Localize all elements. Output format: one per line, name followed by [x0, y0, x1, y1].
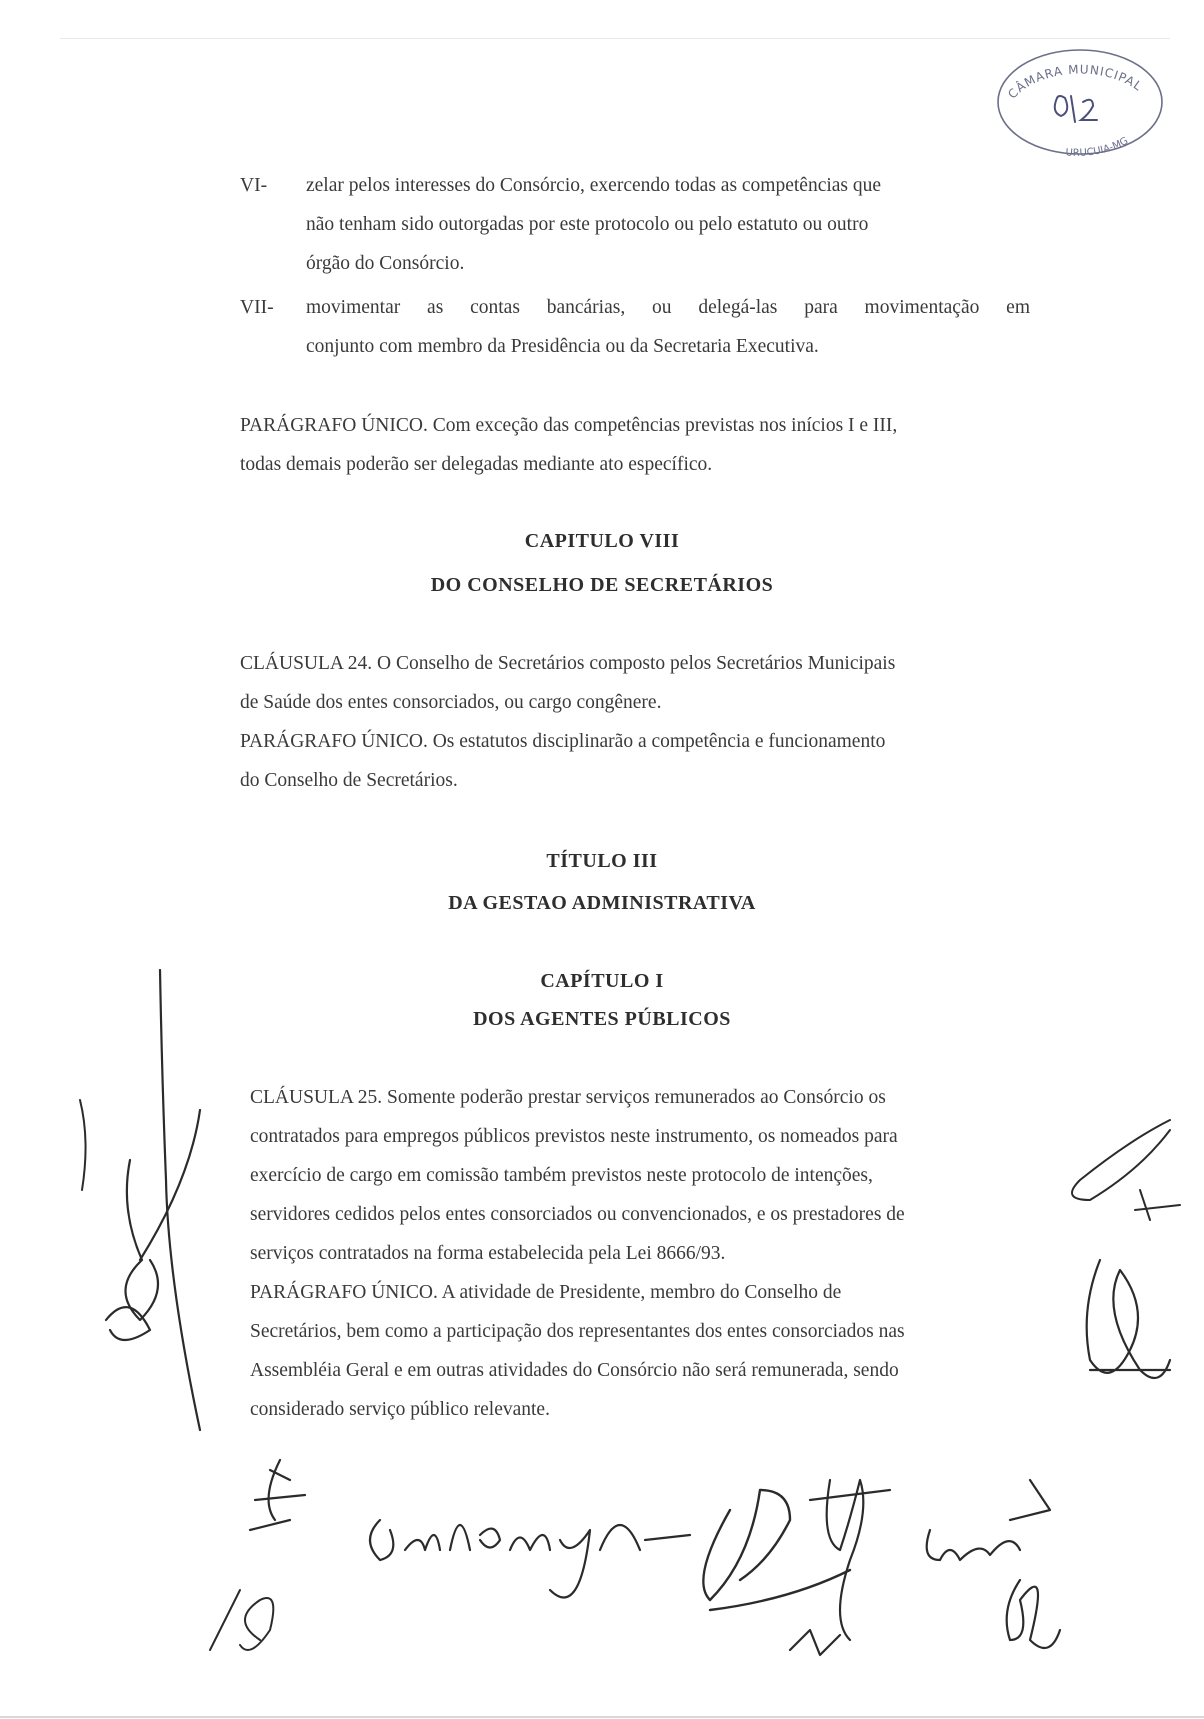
scan-artifact-top — [60, 38, 1170, 39]
svg-text:CÂMARA MUNICIPAL: CÂMARA MUNICIPAL — [1005, 62, 1146, 102]
text-line: PARÁGRAFO ÚNICO. Com exceção das competências previstas nos inícios I e III, — [240, 415, 898, 436]
text-line: conjunto com membro da Presidência ou da Secretaria Executiva. — [306, 336, 819, 357]
text-line: Secretários, bem como a participação dos representantes dos entes consorciados nas — [250, 1321, 905, 1342]
signatures-bottom — [150, 1440, 1190, 1690]
item-vi — [240, 166, 1030, 283]
text-line: PARÁGRAFO ÚNICO. A atividade de Presidente, membro do Conselho de — [250, 1282, 842, 1303]
text-line: de Saúde dos entes consorciados, ou cargo congênere. — [240, 692, 662, 713]
chapter-heading: CAPITULO VIII — [524, 530, 680, 552]
chapter-heading: CAPÍTULO I — [540, 970, 664, 992]
text-line: considerado serviço público relevante. — [250, 1399, 550, 1420]
svg-text:URUCUIA-MG: URUCUIA-MG — [1065, 135, 1131, 159]
item-number: VI- — [240, 175, 268, 196]
paragrafo-unico-competencias — [240, 406, 1030, 484]
title-heading: TÍTULO III — [546, 850, 658, 872]
text-line: CLÁUSULA 25. Somente poderão prestar serviços remunerados ao Consórcio os — [250, 1087, 886, 1108]
text-line: zelar pelos interesses do Consórcio, exercendo todas as competências que — [306, 175, 882, 196]
signature-left-margin — [70, 960, 230, 1440]
signature-right-margin-2 — [1070, 1250, 1180, 1400]
text-line: não tenham sido outorgadas por este protocolo ou pelo estatuto ou outro — [306, 214, 869, 235]
item-text — [306, 166, 1030, 283]
text-line: serviços contratados na forma estabelecida pela Lei 8666/93. — [250, 1243, 726, 1264]
signature-right-margin-1 — [1040, 1110, 1190, 1230]
camara-municipal-stamp — [985, 40, 1175, 170]
clausula-25 — [250, 1078, 1035, 1429]
title-subheading: DA GESTAO ADMINISTRATIVA — [448, 892, 756, 914]
text-line: do Conselho de Secretários. — [240, 770, 458, 791]
clausula-24 — [240, 644, 1030, 800]
text-line: exercício de cargo em comissão também previstos neste protocolo de intenções, — [250, 1165, 873, 1186]
text-line: CLÁUSULA 24. O Conselho de Secretários composto pelos Secretários Municipais — [240, 653, 896, 674]
chapter-subheading: DOS AGENTES PÚBLICOS — [473, 1008, 731, 1030]
text-line: todas demais poderão ser delegadas mediante ato específico. — [240, 454, 713, 475]
item-number: VII- — [240, 297, 274, 318]
text-line: Assembléia Geral e em outras atividades do Consórcio não será remunerada, sendo — [250, 1360, 899, 1381]
scan-artifact-bottom — [0, 1716, 1204, 1718]
item-vii — [240, 288, 1030, 366]
chapter-subheading: DO CONSELHO DE SECRETÁRIOS — [430, 574, 774, 596]
text-line: contratados para empregos públicos previstos neste instrumento, os nomeados para — [250, 1126, 898, 1147]
text-line: PARÁGRAFO ÚNICO. Os estatutos disciplinarão a competência e funcionamento — [240, 731, 886, 752]
text-line: movimentar as contas bancárias, ou delegá-las para movimentação em — [306, 297, 1030, 318]
text-line: servidores cedidos pelos entes consorciados ou convencionados, e os prestadores de — [250, 1204, 905, 1225]
item-text — [306, 288, 1030, 366]
text-line: órgão do Consórcio. — [306, 253, 465, 274]
